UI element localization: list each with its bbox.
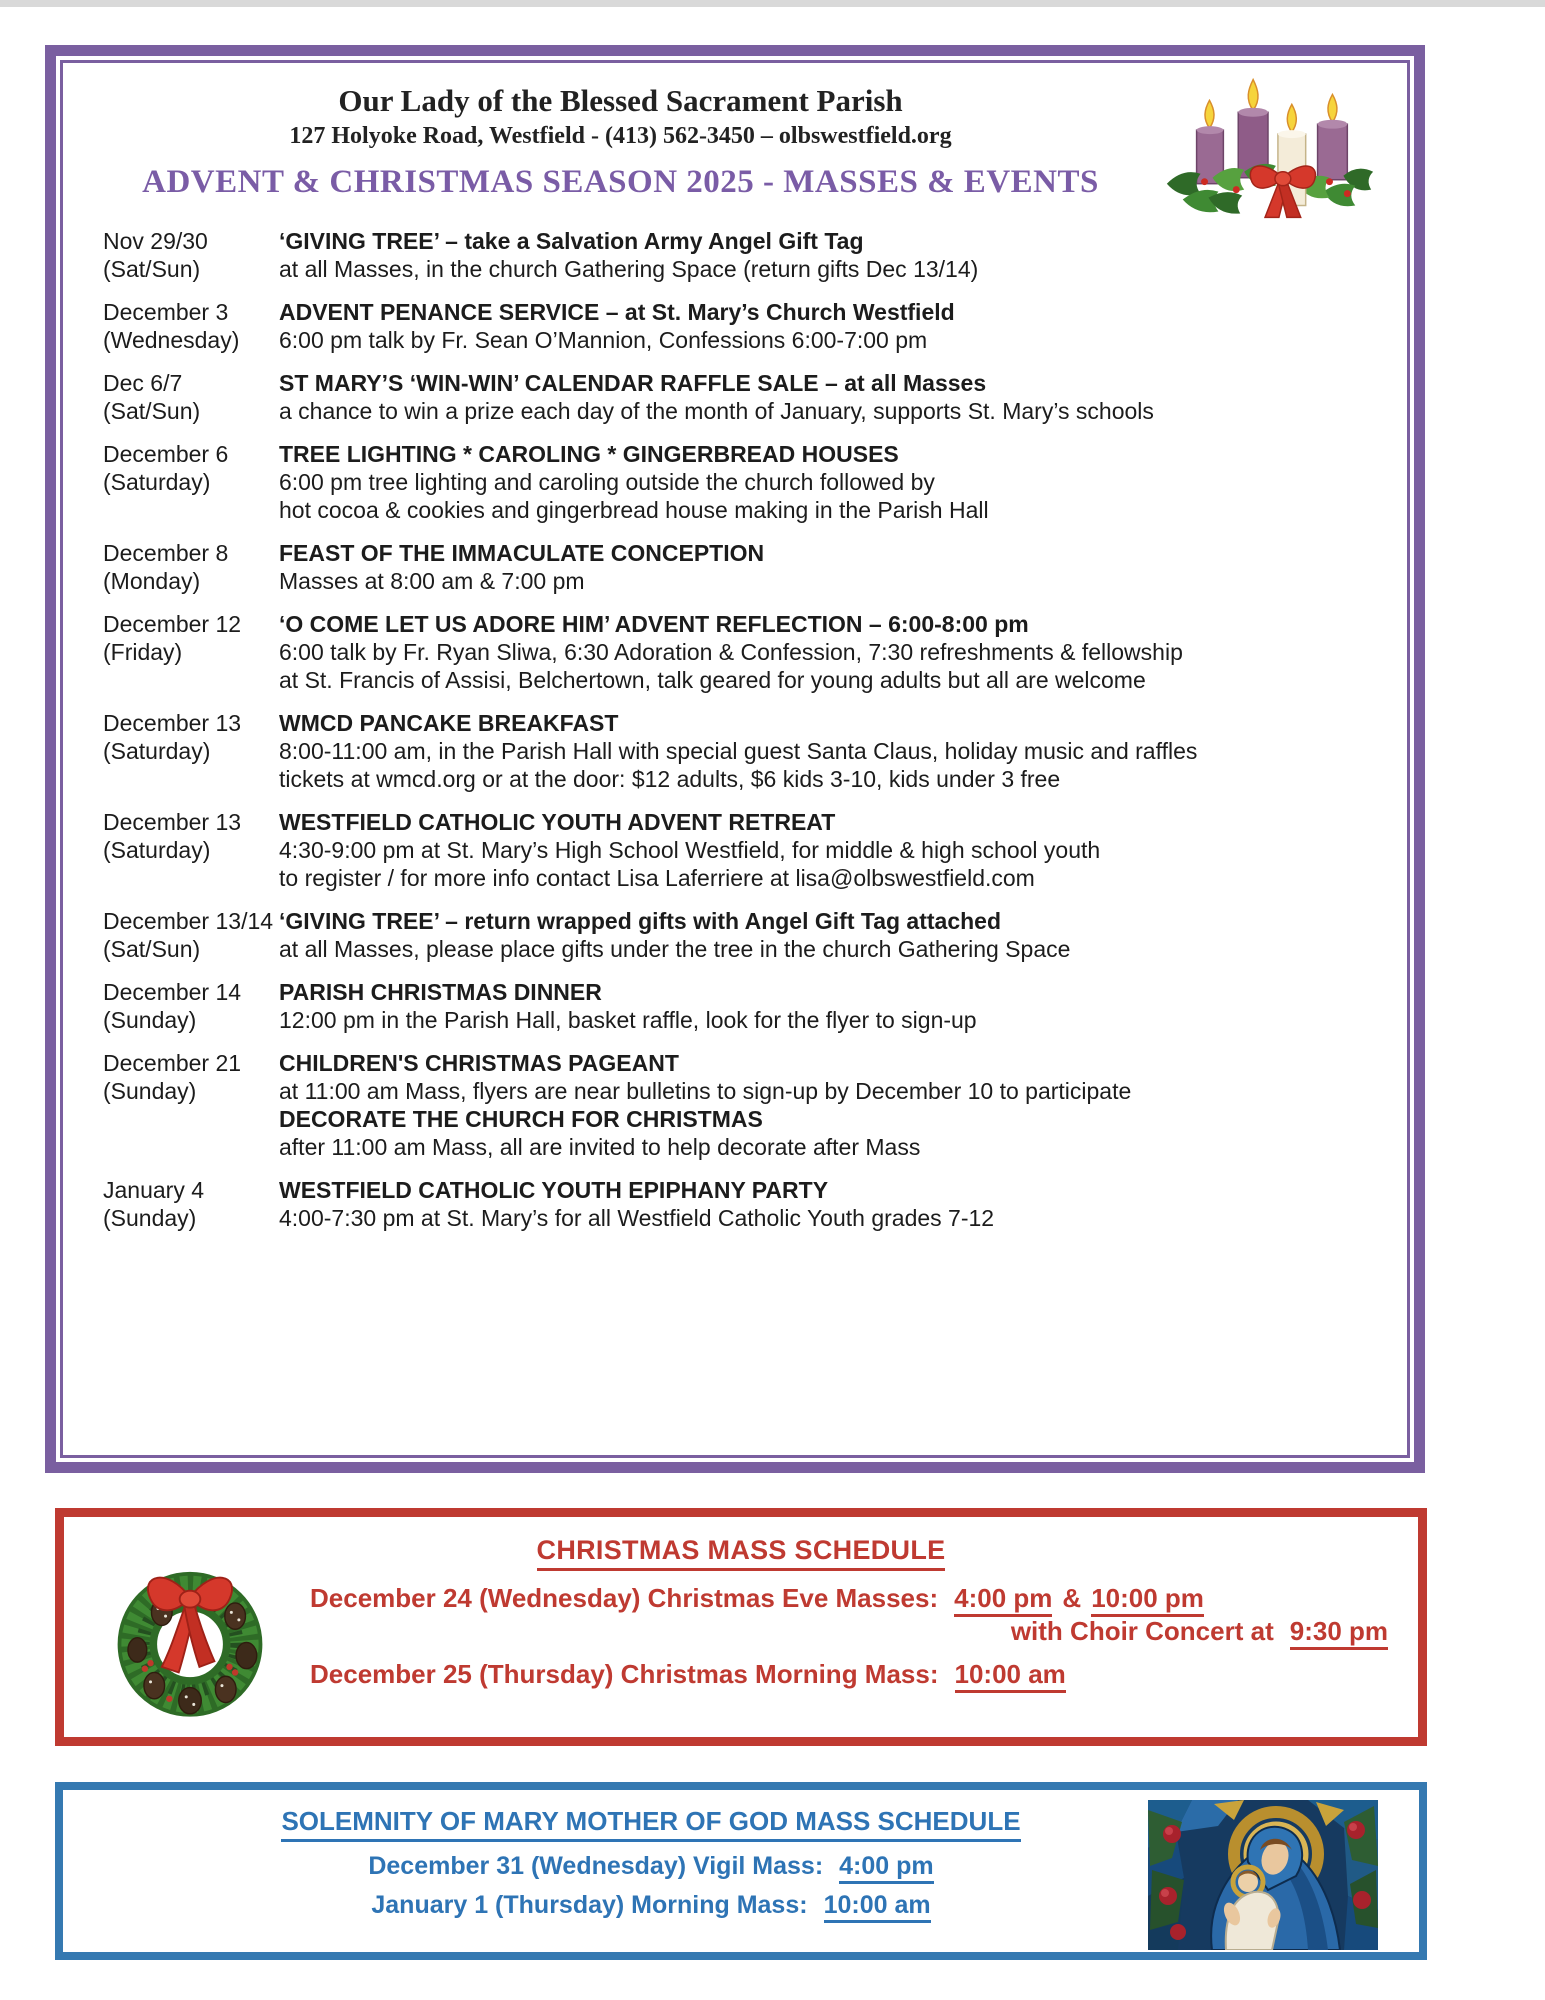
event-title-line: WESTFIELD CATHOLIC YOUTH EPIPHANY PARTY xyxy=(279,1177,829,1203)
morning-mass-time: 10:00 am xyxy=(824,1891,931,1923)
event-date: Dec 6/7 (Sat/Sun) xyxy=(103,370,201,424)
scan-artifact-strip xyxy=(0,0,1545,7)
event-detail-line: 4:00-7:30 pm at St. Mary’s for all Westfield Catholic Youth grades 7-12 xyxy=(279,1205,995,1231)
event-detail-line: 6:00 talk by Fr. Ryan Sliwa, 6:30 Adoration & Confession, 7:30 refreshments & fellowship xyxy=(279,639,1183,665)
event-title-line: ‘GIVING TREE’ – return wrapped gifts with Angel Gift Tag attached xyxy=(279,908,1002,934)
event-title-line: ‘GIVING TREE’ – take a Salvation Army Angel Gift Tag xyxy=(279,228,864,254)
event-detail-line: at St. Francis of Assisi, Belchertown, talk geared for young adults but all are welcome xyxy=(279,667,1146,693)
event-detail-line: a chance to win a prize each day of the month of January, supports St. Mary’s schools xyxy=(279,398,1154,424)
event-row xyxy=(103,369,1333,425)
event-row xyxy=(103,907,1333,963)
vigil-mass-label: December 31 (Wednesday) Vigil Mass: xyxy=(368,1852,824,1880)
event-row xyxy=(103,610,1333,694)
event-row xyxy=(103,1049,1333,1161)
event-details xyxy=(279,808,1333,892)
solemnity-schedule-box xyxy=(55,1782,1427,1960)
morning-mass-line xyxy=(63,1891,1239,1920)
event-date: December 13 (Saturday) xyxy=(103,809,242,863)
madonna-and-child-image xyxy=(1147,1800,1379,1950)
event-title-line: DECORATE THE CHURCH FOR CHRISTMAS xyxy=(279,1106,763,1132)
event-title-line: ‘O COME LET US ADORE HIM’ ADVENT REFLECTION – 6:00-8:00 pm xyxy=(279,611,1029,637)
event-details xyxy=(279,1176,1333,1232)
christmas-morning-label: December 25 (Thursday) Christmas Morning Mass: xyxy=(310,1659,939,1689)
event-detail-line: after 11:00 am Mass, all are invited to help decorate after Mass xyxy=(279,1134,921,1160)
vigil-mass-time: 4:00 pm xyxy=(839,1852,933,1884)
vigil-mass-line xyxy=(63,1852,1239,1881)
event-date: December 3 (Wednesday) xyxy=(103,299,240,353)
event-details xyxy=(279,978,1333,1034)
season-title: ADVENT & CHRISTMAS SEASON 2025 - MASSES & EVENTS xyxy=(142,164,1099,200)
event-details xyxy=(279,709,1333,793)
christmas-eve-label: December 24 (Wednesday) Christmas Eve Masses: xyxy=(310,1583,939,1613)
event-details xyxy=(279,298,1333,354)
event-row xyxy=(103,978,1333,1034)
event-details xyxy=(279,369,1333,425)
event-details xyxy=(279,610,1333,694)
ampersand: & xyxy=(1062,1583,1082,1613)
event-row xyxy=(103,298,1333,354)
events-section-box xyxy=(45,45,1425,1473)
christmas-morning-time: 10:00 am xyxy=(955,1659,1066,1693)
parish-address-phone-website: 127 Holyoke Road, Westfield - (413) 562-3450 – olbswestfield.org xyxy=(289,123,952,149)
event-date: January 4 (Sunday) xyxy=(103,1177,205,1231)
event-title-line: ST MARY’S ‘WIN-WIN’ CALENDAR RAFFLE SALE – at all Masses xyxy=(279,370,987,396)
christmas-eve-time-1: 4:00 pm xyxy=(954,1583,1052,1617)
event-detail-line: tickets at wmcd.org or at the door: $12 adults, $6 kids 3-10, kids under 3 free xyxy=(279,766,1061,792)
event-details xyxy=(279,440,1333,524)
christmas-wreath-image xyxy=(96,1537,284,1729)
event-detail-line: 6:00 pm talk by Fr. Sean O’Mannion, Confessions 6:00-7:00 pm xyxy=(279,327,928,353)
event-date: December 12 (Friday) xyxy=(103,611,242,665)
choir-concert-time: 9:30 pm xyxy=(1290,1616,1388,1650)
solemnity-title-row xyxy=(63,1806,1239,1842)
parish-header xyxy=(63,63,1178,150)
event-details xyxy=(279,1049,1333,1161)
event-title-line: FEAST OF THE IMMACULATE CONCEPTION xyxy=(279,540,765,566)
event-detail-line: at 11:00 am Mass, flyers are near bulletins to sign-up by December 10 to participate xyxy=(279,1078,1132,1104)
event-row xyxy=(103,539,1333,595)
event-date: December 13 (Saturday) xyxy=(103,710,242,764)
morning-mass-label: January 1 (Thursday) Morning Mass: xyxy=(371,1891,808,1919)
event-title-line: PARISH CHRISTMAS DINNER xyxy=(279,979,602,1005)
event-date: December 14 (Sunday) xyxy=(103,979,242,1033)
event-title-line: TREE LIGHTING * CAROLING * GINGERBREAD HOUSES xyxy=(279,441,899,467)
event-row xyxy=(103,227,1333,283)
event-detail-line: 4:30-9:00 pm at St. Mary’s High School Westfield, for middle & high school youth xyxy=(279,837,1101,863)
event-row xyxy=(103,709,1333,793)
event-details xyxy=(279,907,1333,963)
christmas-schedule-title: CHRISTMAS MASS SCHEDULE xyxy=(537,1535,946,1571)
event-detail-line: at all Masses, in the church Gathering Space (return gifts Dec 13/14) xyxy=(279,256,979,282)
event-detail-line: hot cocoa & cookies and gingerbread house making in the Parish Hall xyxy=(279,497,989,523)
event-date: December 13/14 (Sat/Sun) xyxy=(103,908,274,962)
event-detail-line: 6:00 pm tree lighting and caroling outside the church followed by xyxy=(279,469,935,495)
event-title-line: WMCD PANCAKE BREAKFAST xyxy=(279,710,619,736)
event-title-line: ADVENT PENANCE SERVICE – at St. Mary’s Church Westfield xyxy=(279,299,955,325)
advent-candles-image xyxy=(1149,71,1387,223)
event-title-line: WESTFIELD CATHOLIC YOUTH ADVENT RETREAT xyxy=(279,809,836,835)
event-row xyxy=(103,440,1333,524)
event-detail-line: 8:00-11:00 am, in the Parish Hall with special guest Santa Claus, holiday music and raffles xyxy=(279,738,1198,764)
event-details xyxy=(279,539,1333,595)
event-details xyxy=(279,227,1333,283)
event-date: December 8 (Monday) xyxy=(103,540,229,594)
event-row xyxy=(103,1176,1333,1232)
parish-name: Our Lady of the Blessed Sacrament Parish xyxy=(338,83,903,118)
event-detail-line: at all Masses, please place gifts under the tree in the church Gathering Space xyxy=(279,936,1071,962)
christmas-mass-schedule-box xyxy=(55,1508,1427,1746)
event-detail-line: 12:00 pm in the Parish Hall, basket raffle, look for the flyer to sign-up xyxy=(279,1007,977,1033)
choir-concert-label: with Choir Concert at xyxy=(1010,1616,1274,1646)
advent-candles-icon xyxy=(1149,71,1387,223)
events-section-inner-border xyxy=(60,60,1410,1458)
event-date: December 6 (Saturday) xyxy=(103,441,229,495)
event-detail-line: to register / for more info contact Lisa Laferriere at lisa@olbswestfield.com xyxy=(279,865,1035,891)
madonna-stained-glass-icon xyxy=(1147,1800,1379,1950)
event-date: December 21 (Sunday) xyxy=(103,1050,242,1104)
christmas-wreath-icon xyxy=(96,1537,284,1729)
event-row xyxy=(103,808,1333,892)
event-date: Nov 29/30 (Sat/Sun) xyxy=(103,228,208,282)
events-list xyxy=(103,227,1333,1232)
solemnity-title: SOLEMNITY OF MARY MOTHER OF GOD MASS SCHEDULE xyxy=(281,1806,1020,1842)
event-detail-line: Masses at 8:00 am & 7:00 pm xyxy=(279,568,585,594)
event-title-line: CHILDREN'S CHRISTMAS PAGEANT xyxy=(279,1050,679,1076)
christmas-eve-time-2: 10:00 pm xyxy=(1091,1583,1204,1617)
